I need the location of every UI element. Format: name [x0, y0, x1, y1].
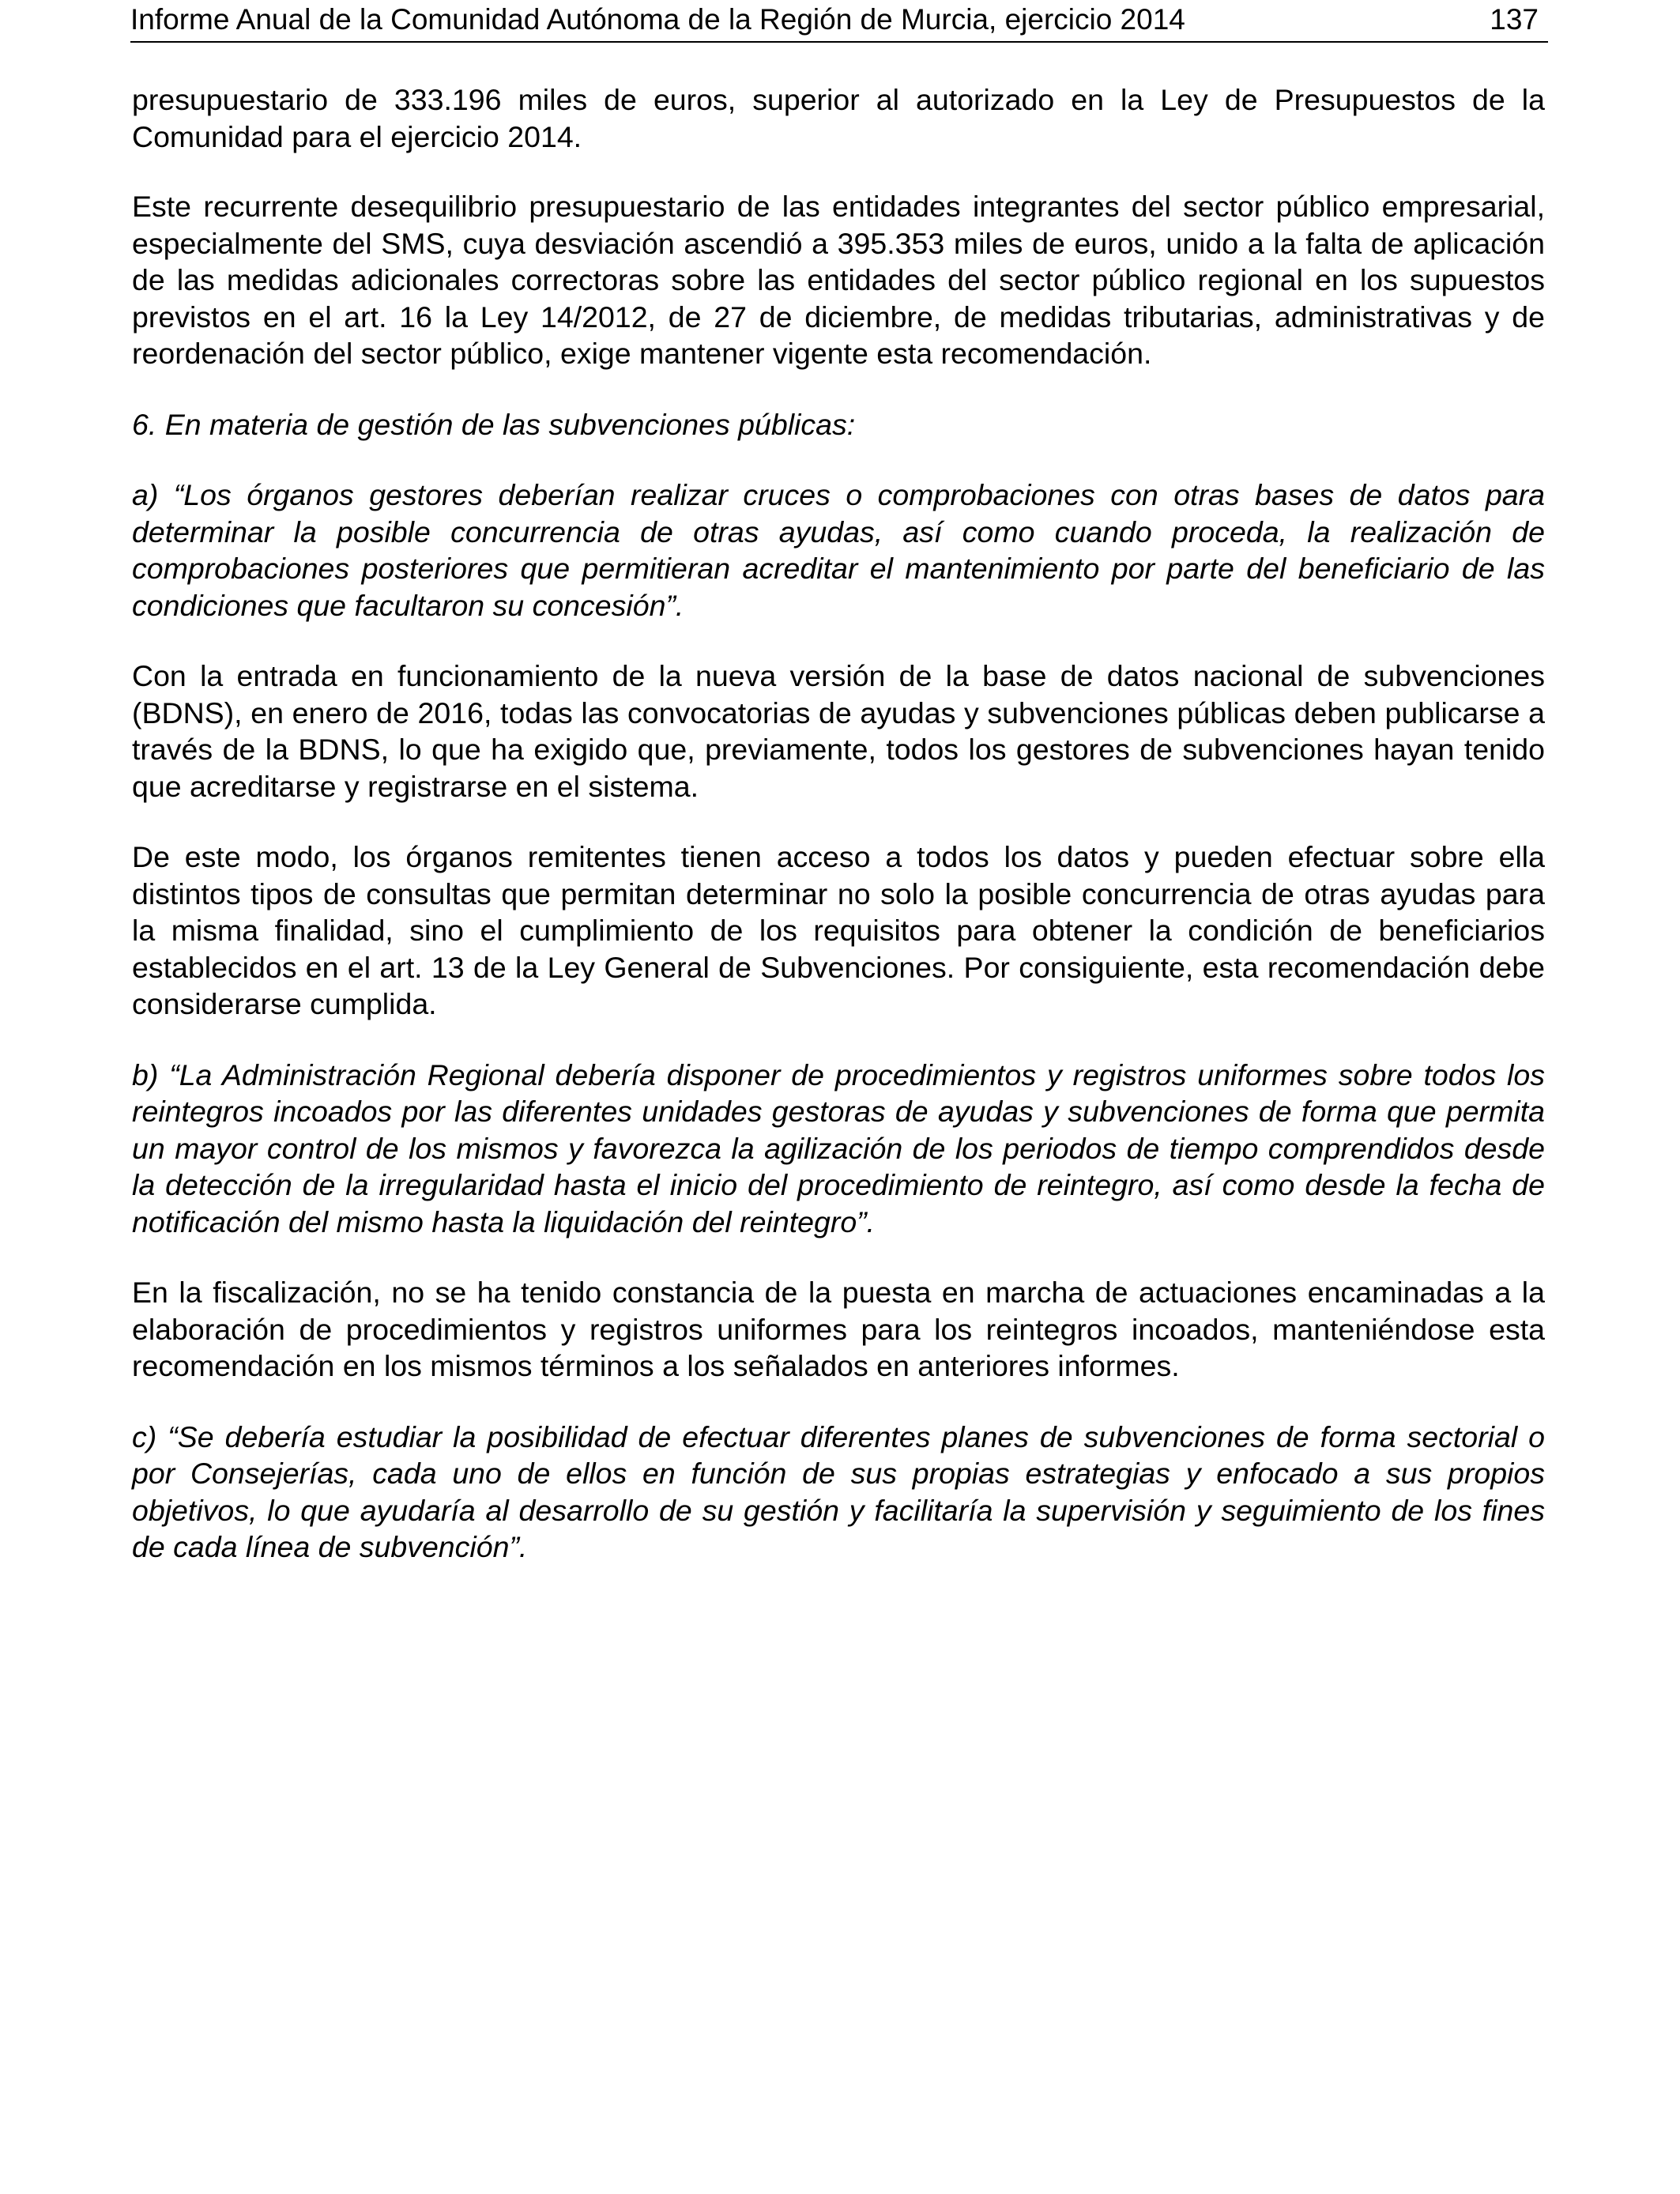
- paragraph-budget-imbalance: Este recurrente desequilibrio presupuestario de las entidades integrantes del sector público empresarial, especialmente del SMS, cuya desviación ascendió a 395.353 miles de euros, unido a la falta de aplicación de las medidas adicionales correctoras sobre las entidades del sector público regional en los supuestos previstos en el art. 16 la Ley 14/2012, de 27 de diciembre, de medidas tributarias, administrativas y de reordenación del sector público, exige mantener vigente esta recomendación.: [132, 190, 1545, 370]
- paragraph-bdns: Con la entrada en funcionamiento de la nueva versión de la base de datos nacional de subvenciones (BDNS), en enero de 2016, todas las convocatorias de ayudas y subvenciones públicas deben publicarse a través de la BDNS, lo que ha exigido que, previamente, todos los gestores de subvenciones hayan tenido que acreditarse y registrarse en el sistema.: [132, 659, 1545, 803]
- header-title: Informe Anual de la Comunidad Autónoma de la Región de Murcia, ejercicio 2014: [130, 3, 1185, 36]
- paragraph-budget-continuation: presupuestario de 333.196 miles de euros, superior al autorizado en la Ley de Presupuestos de la Comunidad para el ejercicio 2014.: [132, 83, 1545, 153]
- recommendation-b: b) “La Administración Regional debería disponer de procedimientos y registros uniformes sobre todos los reintegros incoados por las diferentes unidades gestoras de ayudas y subvenciones de forma que permita un mayor control de los mismos y favorezca la agilización de los periodos de tiempo comprendidos desde la detección de la irregularidad hasta el inicio del procedimiento de reintegro, así como desde la fecha de notificación del mismo hasta la liquidación del reintegro”.: [132, 1057, 1545, 1238]
- recommendation-c: c) “Se debería estudiar la posibilidad de efectuar diferentes planes de subvenciones de forma sectorial o por Consejerías, cada uno de ellos en función de sus propias estrategias y enfocado a sus propios objetivos, lo que ayudaría al desarrollo de su gestión y facilitaría la supervisión y seguimiento de los fines de cada línea de subvención”.: [132, 1419, 1545, 1563]
- recommendation-a: a) “Los órganos gestores deberían realizar cruces o comprobaciones con otras bases de datos para determinar la posible concurrencia de otras ayudas, así como cuando proceda, la realización de comprobaciones posteriores que permitieran acreditar el mantenimiento por parte del beneficiario de las condiciones que facultaron su concesión”.: [132, 478, 1545, 622]
- paragraph-recommendation-fulfilled: De este modo, los órganos remitentes tienen acceso a todos los datos y pueden efectuar sobre ella distintos tipos de consultas que permitan determinar no solo la posible concurrencia de otras ayudas para la misma finalidad, sino el cumplimiento de los requisitos para obtener la condición de beneficiarios establecidos en el art. 13 de la Ley General de Subvenciones. Por consiguiente, esta recomendación debe considerarse cumplida.: [132, 840, 1545, 1020]
- page-header: [130, 0, 1548, 43]
- section-heading-subsidies: 6. En materia de gestión de las subvenciones públicas:: [132, 407, 856, 441]
- page-number: 137: [1490, 3, 1539, 36]
- paragraph-audit-findings: En la fiscalización, no se ha tenido constancia de la puesta en marcha de actuaciones encaminadas a la elaboración de procedimientos y registros uniformes para los reintegros incoados, manteniéndose esta recomendación en los mismos términos a los señalados en anteriores informes.: [132, 1276, 1545, 1382]
- document-body: [132, 81, 1545, 1600]
